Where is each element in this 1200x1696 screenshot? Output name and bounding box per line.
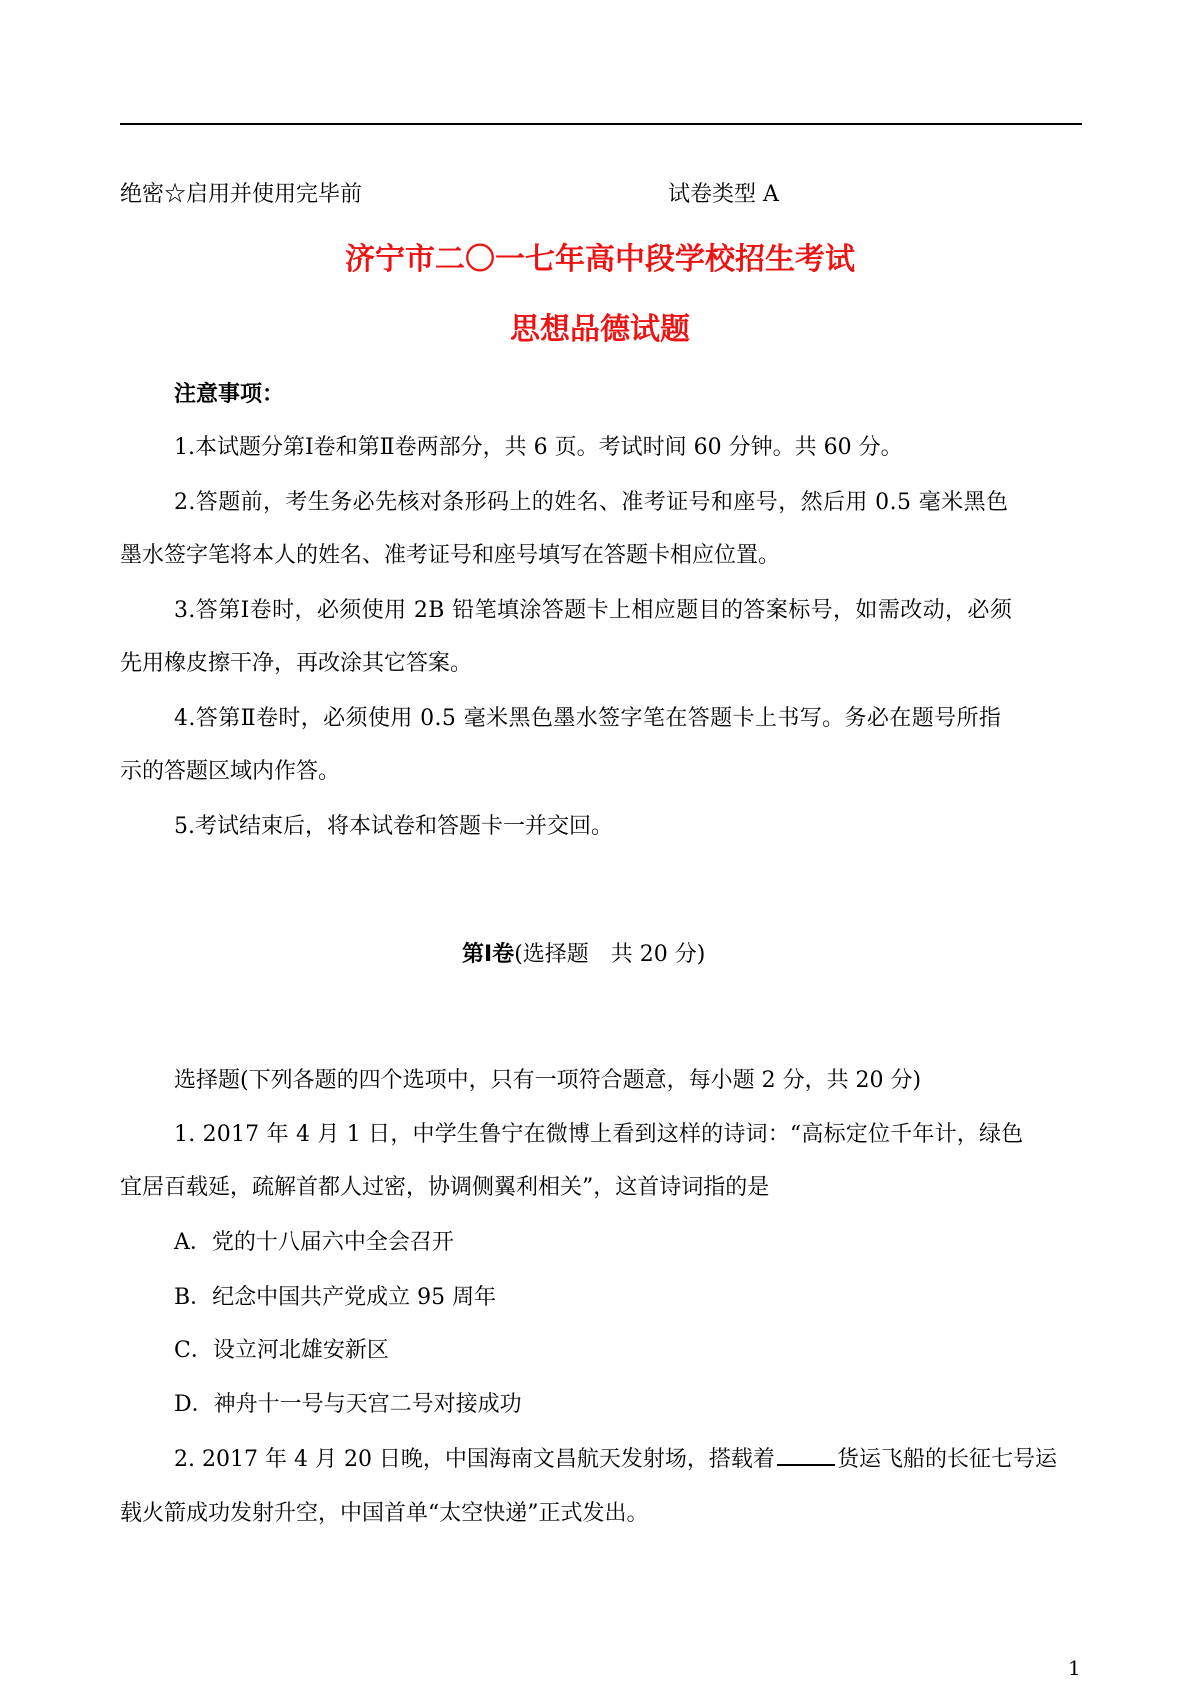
section1-heading-rest: (选择题 共 20 分): [514, 942, 706, 967]
notes-heading: 注意事项：: [174, 382, 285, 407]
q2-stem-before-blank: 2. 2017 年 4 月 20 日晚，中国海南文昌航天发射场，搭载着: [174, 1447, 775, 1472]
q2-stem-line1: [174, 1444, 1057, 1475]
note-item: 5.考试结束后，将本试卷和答题卡一并交回。: [174, 814, 613, 839]
q1-option-a: A．党的十八届六中全会召开: [174, 1230, 454, 1255]
note-item: 3.答第Ⅰ卷时，必须使用 2B 铅笔填涂答题卡上相应题目的答案标号，如需改动，必须: [174, 598, 1013, 623]
page-number: 1: [1068, 1656, 1081, 1680]
q1-option-b: B．纪念中国共产党成立 95 周年: [174, 1285, 497, 1310]
confidential-label: 绝密☆启用并使用完毕前: [120, 182, 363, 207]
section1-instruction: 选择题(下列各题的四个选项中，只有一项符合题意，每小题 2 分，共 20 分): [174, 1068, 922, 1093]
section1-heading: [462, 940, 705, 970]
note-item: 1.本试题分第Ⅰ卷和第Ⅱ卷两部分，共 6 页。考试时间 60 分钟。共 60 分。: [174, 435, 903, 460]
note-item: 示的答题区域内作答。: [120, 759, 341, 784]
note-item: 2.答题前，考生务必先核对条形码上的姓名、准考证号和座号，然后用 0.5 毫米黑色: [174, 490, 1009, 515]
q2-stem-after-blank: 货运飞船的长征七号运: [836, 1447, 1057, 1472]
exam-title: 济宁市二〇一七年高中段学校招生考试: [345, 242, 855, 277]
section1-heading-bold: 第Ⅰ卷: [462, 942, 515, 967]
paper-type-label: 试卷类型 A: [668, 182, 779, 207]
subject-title: 思想品德试题: [510, 312, 690, 347]
q2-stem-line2: 载火箭成功发射升空，中国首单“太空快递”正式发出。: [120, 1501, 649, 1526]
top-rule: [120, 123, 1082, 125]
note-item: 先用橡皮擦干净，再改涂其它答案。: [120, 651, 473, 676]
q1-stem-line2: 宜居百载延，疏解首都人过密，协调侧翼利相关”，这首诗词指的是: [120, 1175, 770, 1200]
q1-option-d: D．神舟十一号与天宫二号对接成功: [174, 1392, 522, 1417]
q1-option-c: C．设立河北雄安新区: [174, 1338, 389, 1363]
note-item: 4.答第Ⅱ卷时，必须使用 0.5 毫米黑色墨水签字笔在答题卡上书写。务必在题号所指: [174, 706, 1002, 731]
answer-blank: [777, 1444, 835, 1466]
note-item: 墨水签字笔将本人的姓名、准考证号和座号填写在答题卡相应位置。: [120, 543, 781, 568]
q1-stem-line1: 1. 2017 年 4 月 1 日，中学生鲁宁在微博上看到这样的诗词：“高标定位千年计，绿色: [174, 1122, 1024, 1147]
